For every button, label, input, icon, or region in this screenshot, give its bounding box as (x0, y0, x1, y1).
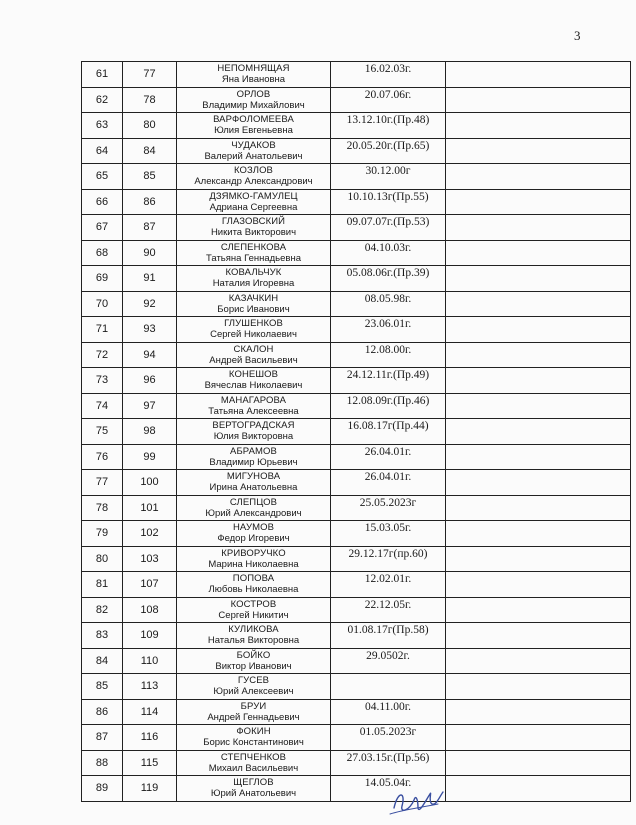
admission-date-cell: 14.05.04г. (331, 776, 446, 802)
row-number-cell: 67 (82, 215, 123, 241)
empty-cell (446, 572, 631, 598)
row-number-cell: 87 (82, 725, 123, 751)
member-given-names: Татьяна Геннадьевна (206, 252, 301, 264)
member-surname: ВАРФОЛОМЕЕВА (213, 114, 294, 126)
member-given-names: Андрей Геннадьевич (207, 711, 300, 723)
member-given-names: Александр Александрович (194, 176, 313, 188)
member-given-names: Борис Иванович (217, 303, 290, 315)
member-surname: ФОКИН (236, 726, 271, 738)
table-row (82, 470, 631, 496)
member-given-names: Яна Ивановна (221, 74, 286, 86)
empty-cell (446, 164, 631, 190)
member-surname: ОРЛОВ (236, 88, 271, 100)
member-given-names: Михаил Васильевич (208, 762, 299, 774)
row-number-cell: 82 (82, 597, 123, 623)
empty-cell (446, 138, 631, 164)
member-surname: ЧУДАКОВ (231, 139, 276, 151)
table-row (82, 495, 631, 521)
member-name-cell (177, 393, 331, 419)
member-given-names: Адриана Сергеевна (209, 201, 298, 213)
member-given-names: Юлия Евгеньевна (214, 125, 293, 137)
table-row (82, 597, 631, 623)
member-surname: СТЕПЧЕНКОВ (220, 751, 287, 763)
admission-date-cell: 29.0502г. (331, 648, 446, 674)
row-number-cell: 86 (82, 699, 123, 725)
member-given-names: Юрий Александрович (205, 507, 302, 519)
empty-cell (446, 393, 631, 419)
member-id-cell: 119 (123, 776, 177, 802)
member-given-names: Никита Викторович (210, 227, 297, 239)
admission-date-cell: 16.02.03г. (331, 62, 446, 88)
row-number-cell: 69 (82, 266, 123, 292)
member-name-cell (177, 444, 331, 470)
admission-date-cell: 12.08.09г.(Пр.46) (331, 393, 446, 419)
empty-cell (446, 470, 631, 496)
member-surname: КОЗЛОВ (233, 165, 273, 177)
member-surname: КОВАЛЬЧУК (225, 267, 282, 279)
table-row (82, 113, 631, 139)
member-surname: АБРАМОВ (230, 445, 277, 457)
admission-date-cell: 20.05.20г.(Пр.65) (331, 138, 446, 164)
table-row (82, 87, 631, 113)
table-row (82, 546, 631, 572)
row-number-cell: 73 (82, 368, 123, 394)
member-surname: СКАЛОН (233, 343, 274, 355)
table-row (82, 776, 631, 802)
member-id-cell: 96 (123, 368, 177, 394)
admission-date-cell: 08.05.98г. (331, 291, 446, 317)
member-name-cell (177, 240, 331, 266)
table-row (82, 138, 631, 164)
member-surname: ЩЕГЛОВ (233, 777, 274, 789)
empty-cell (446, 725, 631, 751)
member-surname: ГЛАЗОВСКИЙ (221, 216, 286, 228)
member-given-names: Наталья Викторовна (207, 635, 300, 647)
table-row (82, 521, 631, 547)
table-row (82, 164, 631, 190)
empty-cell (446, 215, 631, 241)
empty-cell (446, 444, 631, 470)
empty-cell (446, 240, 631, 266)
member-surname: СЛЕПЕНКОВА (220, 241, 287, 253)
member-name-cell (177, 189, 331, 215)
member-id-cell: 92 (123, 291, 177, 317)
admission-date-cell: 22.12.05г. (331, 597, 446, 623)
member-name-cell (177, 521, 331, 547)
member-id-cell: 87 (123, 215, 177, 241)
member-id-cell: 97 (123, 393, 177, 419)
table-row (82, 674, 631, 700)
member-id-cell: 99 (123, 444, 177, 470)
member-given-names: Юлия Викторовна (213, 431, 294, 443)
empty-cell (446, 776, 631, 802)
empty-cell (446, 699, 631, 725)
admission-date-cell: 27.03.15г.(Пр.56) (331, 750, 446, 776)
empty-cell (446, 546, 631, 572)
member-surname: МАНАГАРОВА (220, 394, 287, 406)
member-surname: КУЛИКОВА (228, 624, 279, 636)
table-row (82, 189, 631, 215)
table-row (82, 699, 631, 725)
member-name-cell (177, 623, 331, 649)
admission-date-cell: 26.04.01г. (331, 444, 446, 470)
table-row (82, 444, 631, 470)
table-row (82, 572, 631, 598)
member-surname: БРУИ (240, 700, 267, 712)
member-name-cell (177, 699, 331, 725)
empty-cell (446, 342, 631, 368)
member-name-cell (177, 419, 331, 445)
admission-date-cell: 10.10.13г(Пр.55) (331, 189, 446, 215)
admission-date-cell: 30.12.00г (331, 164, 446, 190)
row-number-cell: 61 (82, 62, 123, 88)
empty-cell (446, 189, 631, 215)
admission-date-cell: 04.11.00г. (331, 699, 446, 725)
member-name-cell (177, 87, 331, 113)
table-row (82, 393, 631, 419)
admission-date-cell: 04.10.03г. (331, 240, 446, 266)
row-number-cell: 77 (82, 470, 123, 496)
page-number: 3 (574, 28, 581, 43)
table-row (82, 342, 631, 368)
admission-date-cell: 13.12.10г.(Пр.48) (331, 113, 446, 139)
admission-date-cell: 29.12.17г(пр.60) (331, 546, 446, 572)
member-name-cell (177, 164, 331, 190)
member-id-cell: 84 (123, 138, 177, 164)
admission-date-cell: 23.06.01г. (331, 317, 446, 343)
member-surname: ПОПОВА (232, 573, 275, 585)
member-id-cell: 109 (123, 623, 177, 649)
member-given-names: Владимир Михайлович (202, 99, 305, 111)
row-number-cell: 84 (82, 648, 123, 674)
member-id-cell: 80 (123, 113, 177, 139)
row-number-cell: 66 (82, 189, 123, 215)
admission-date-cell: 09.07.07г.(Пр.53) (331, 215, 446, 241)
member-name-cell (177, 750, 331, 776)
empty-cell (446, 674, 631, 700)
member-given-names: Вячеслав Николаевич (204, 380, 303, 392)
admission-date-cell: 20.07.06г. (331, 87, 446, 113)
member-id-cell: 94 (123, 342, 177, 368)
table-row (82, 750, 631, 776)
member-surname: ГЛУШЕНКОВ (224, 318, 283, 330)
empty-cell (446, 266, 631, 292)
member-name-cell (177, 138, 331, 164)
row-number-cell: 76 (82, 444, 123, 470)
member-given-names: Ирина Анатольевна (209, 482, 298, 494)
row-number-cell: 85 (82, 674, 123, 700)
member-given-names: Юрий Алексеевич (213, 686, 294, 698)
row-number-cell: 65 (82, 164, 123, 190)
members-table (81, 61, 631, 802)
member-name-cell (177, 291, 331, 317)
row-number-cell: 71 (82, 317, 123, 343)
table-row (82, 317, 631, 343)
member-surname: НЕПОМНЯЩАЯ (217, 63, 290, 75)
row-number-cell: 75 (82, 419, 123, 445)
empty-cell (446, 62, 631, 88)
admission-date-cell: 01.08.17г(Пр.58) (331, 623, 446, 649)
member-id-cell: 115 (123, 750, 177, 776)
member-surname: ГУСЕВ (237, 675, 270, 687)
member-surname: БОЙКО (236, 649, 271, 661)
row-number-cell: 89 (82, 776, 123, 802)
member-given-names: Валерий Анатольевич (204, 150, 303, 162)
table-row (82, 62, 631, 88)
member-name-cell (177, 674, 331, 700)
member-name-cell (177, 776, 331, 802)
member-given-names: Федор Игоревич (217, 533, 290, 545)
member-given-names: Сергей Никитич (218, 609, 289, 621)
table-row (82, 266, 631, 292)
admission-date-cell: 05.08.06г.(Пр.39) (331, 266, 446, 292)
member-name-cell (177, 572, 331, 598)
empty-cell (446, 623, 631, 649)
row-number-cell: 63 (82, 113, 123, 139)
member-id-cell: 103 (123, 546, 177, 572)
member-name-cell (177, 470, 331, 496)
member-surname: ДЗЯМКО-ГАМУЛЕЦ (209, 190, 298, 202)
member-id-cell: 86 (123, 189, 177, 215)
row-number-cell: 64 (82, 138, 123, 164)
admission-date-cell: 15.03.05г. (331, 521, 446, 547)
member-name-cell (177, 546, 331, 572)
member-id-cell: 108 (123, 597, 177, 623)
member-id-cell: 98 (123, 419, 177, 445)
admission-date-cell: 01.05.2023г (331, 725, 446, 751)
member-id-cell: 107 (123, 572, 177, 598)
member-given-names: Любовь Николаевна (208, 584, 299, 596)
row-number-cell: 78 (82, 495, 123, 521)
empty-cell (446, 597, 631, 623)
member-id-cell: 113 (123, 674, 177, 700)
empty-cell (446, 419, 631, 445)
table-row (82, 419, 631, 445)
member-id-cell: 116 (123, 725, 177, 751)
member-surname: МИГУНОВА (226, 471, 281, 483)
member-id-cell: 101 (123, 495, 177, 521)
member-name-cell (177, 215, 331, 241)
row-number-cell: 72 (82, 342, 123, 368)
empty-cell (446, 317, 631, 343)
member-surname: КАЗАЧКИН (228, 292, 279, 304)
member-given-names: Наталия Игоревна (212, 278, 295, 290)
empty-cell (446, 368, 631, 394)
row-number-cell: 83 (82, 623, 123, 649)
table-row (82, 623, 631, 649)
admission-date-cell: 25.05.2023г (331, 495, 446, 521)
member-given-names: Борис Константинович (203, 737, 304, 749)
empty-cell (446, 750, 631, 776)
row-number-cell: 88 (82, 750, 123, 776)
empty-cell (446, 495, 631, 521)
row-number-cell: 62 (82, 87, 123, 113)
member-name-cell (177, 317, 331, 343)
admission-date-cell: 24.12.11г.(Пр.49) (331, 368, 446, 394)
row-number-cell: 70 (82, 291, 123, 317)
member-id-cell: 100 (123, 470, 177, 496)
admission-date-cell: 12.02.01г. (331, 572, 446, 598)
row-number-cell: 80 (82, 546, 123, 572)
member-name-cell (177, 266, 331, 292)
table-row (82, 368, 631, 394)
table-row (82, 725, 631, 751)
empty-cell (446, 113, 631, 139)
member-id-cell: 110 (123, 648, 177, 674)
member-given-names: Владимир Юрьевич (209, 456, 298, 468)
member-surname: СЛЕПЦОВ (229, 496, 278, 508)
admission-date-cell (331, 674, 446, 700)
member-id-cell: 114 (123, 699, 177, 725)
member-given-names: Сергей Николаевич (210, 329, 297, 341)
member-id-cell: 78 (123, 87, 177, 113)
member-name-cell (177, 368, 331, 394)
table-row (82, 215, 631, 241)
empty-cell (446, 87, 631, 113)
table-row (82, 240, 631, 266)
member-name-cell (177, 113, 331, 139)
member-given-names: Татьяна Алексеевна (208, 405, 299, 417)
member-given-names: Юрий Анатольевич (210, 788, 297, 800)
member-name-cell (177, 597, 331, 623)
admission-date-cell: 12.08.00г. (331, 342, 446, 368)
member-name-cell (177, 725, 331, 751)
member-id-cell: 91 (123, 266, 177, 292)
member-id-cell: 93 (123, 317, 177, 343)
row-number-cell: 68 (82, 240, 123, 266)
empty-cell (446, 521, 631, 547)
member-surname: КРИВОРУЧКО (221, 547, 286, 559)
row-number-cell: 74 (82, 393, 123, 419)
member-surname: КОНЕШОВ (228, 369, 279, 381)
member-name-cell (177, 62, 331, 88)
table-row (82, 291, 631, 317)
member-given-names: Марина Николаевна (208, 558, 299, 570)
empty-cell (446, 291, 631, 317)
member-surname: КОСТРОВ (230, 598, 277, 610)
member-name-cell (177, 342, 331, 368)
row-number-cell: 79 (82, 521, 123, 547)
admission-date-cell: 26.04.01г. (331, 470, 446, 496)
member-given-names: Виктор Иванович (215, 660, 292, 672)
row-number-cell: 81 (82, 572, 123, 598)
handwritten-signature (388, 770, 448, 820)
empty-cell (446, 648, 631, 674)
member-id-cell: 90 (123, 240, 177, 266)
member-surname: НАУМОВ (232, 522, 275, 534)
member-name-cell (177, 495, 331, 521)
member-given-names: Андрей Васильевич (209, 354, 298, 366)
member-name-cell (177, 648, 331, 674)
member-id-cell: 77 (123, 62, 177, 88)
member-id-cell: 102 (123, 521, 177, 547)
member-id-cell: 85 (123, 164, 177, 190)
member-surname: ВЕРТОГРАДСКАЯ (212, 420, 295, 432)
admission-date-cell: 16.08.17г(Пр.44) (331, 419, 446, 445)
table-row (82, 648, 631, 674)
